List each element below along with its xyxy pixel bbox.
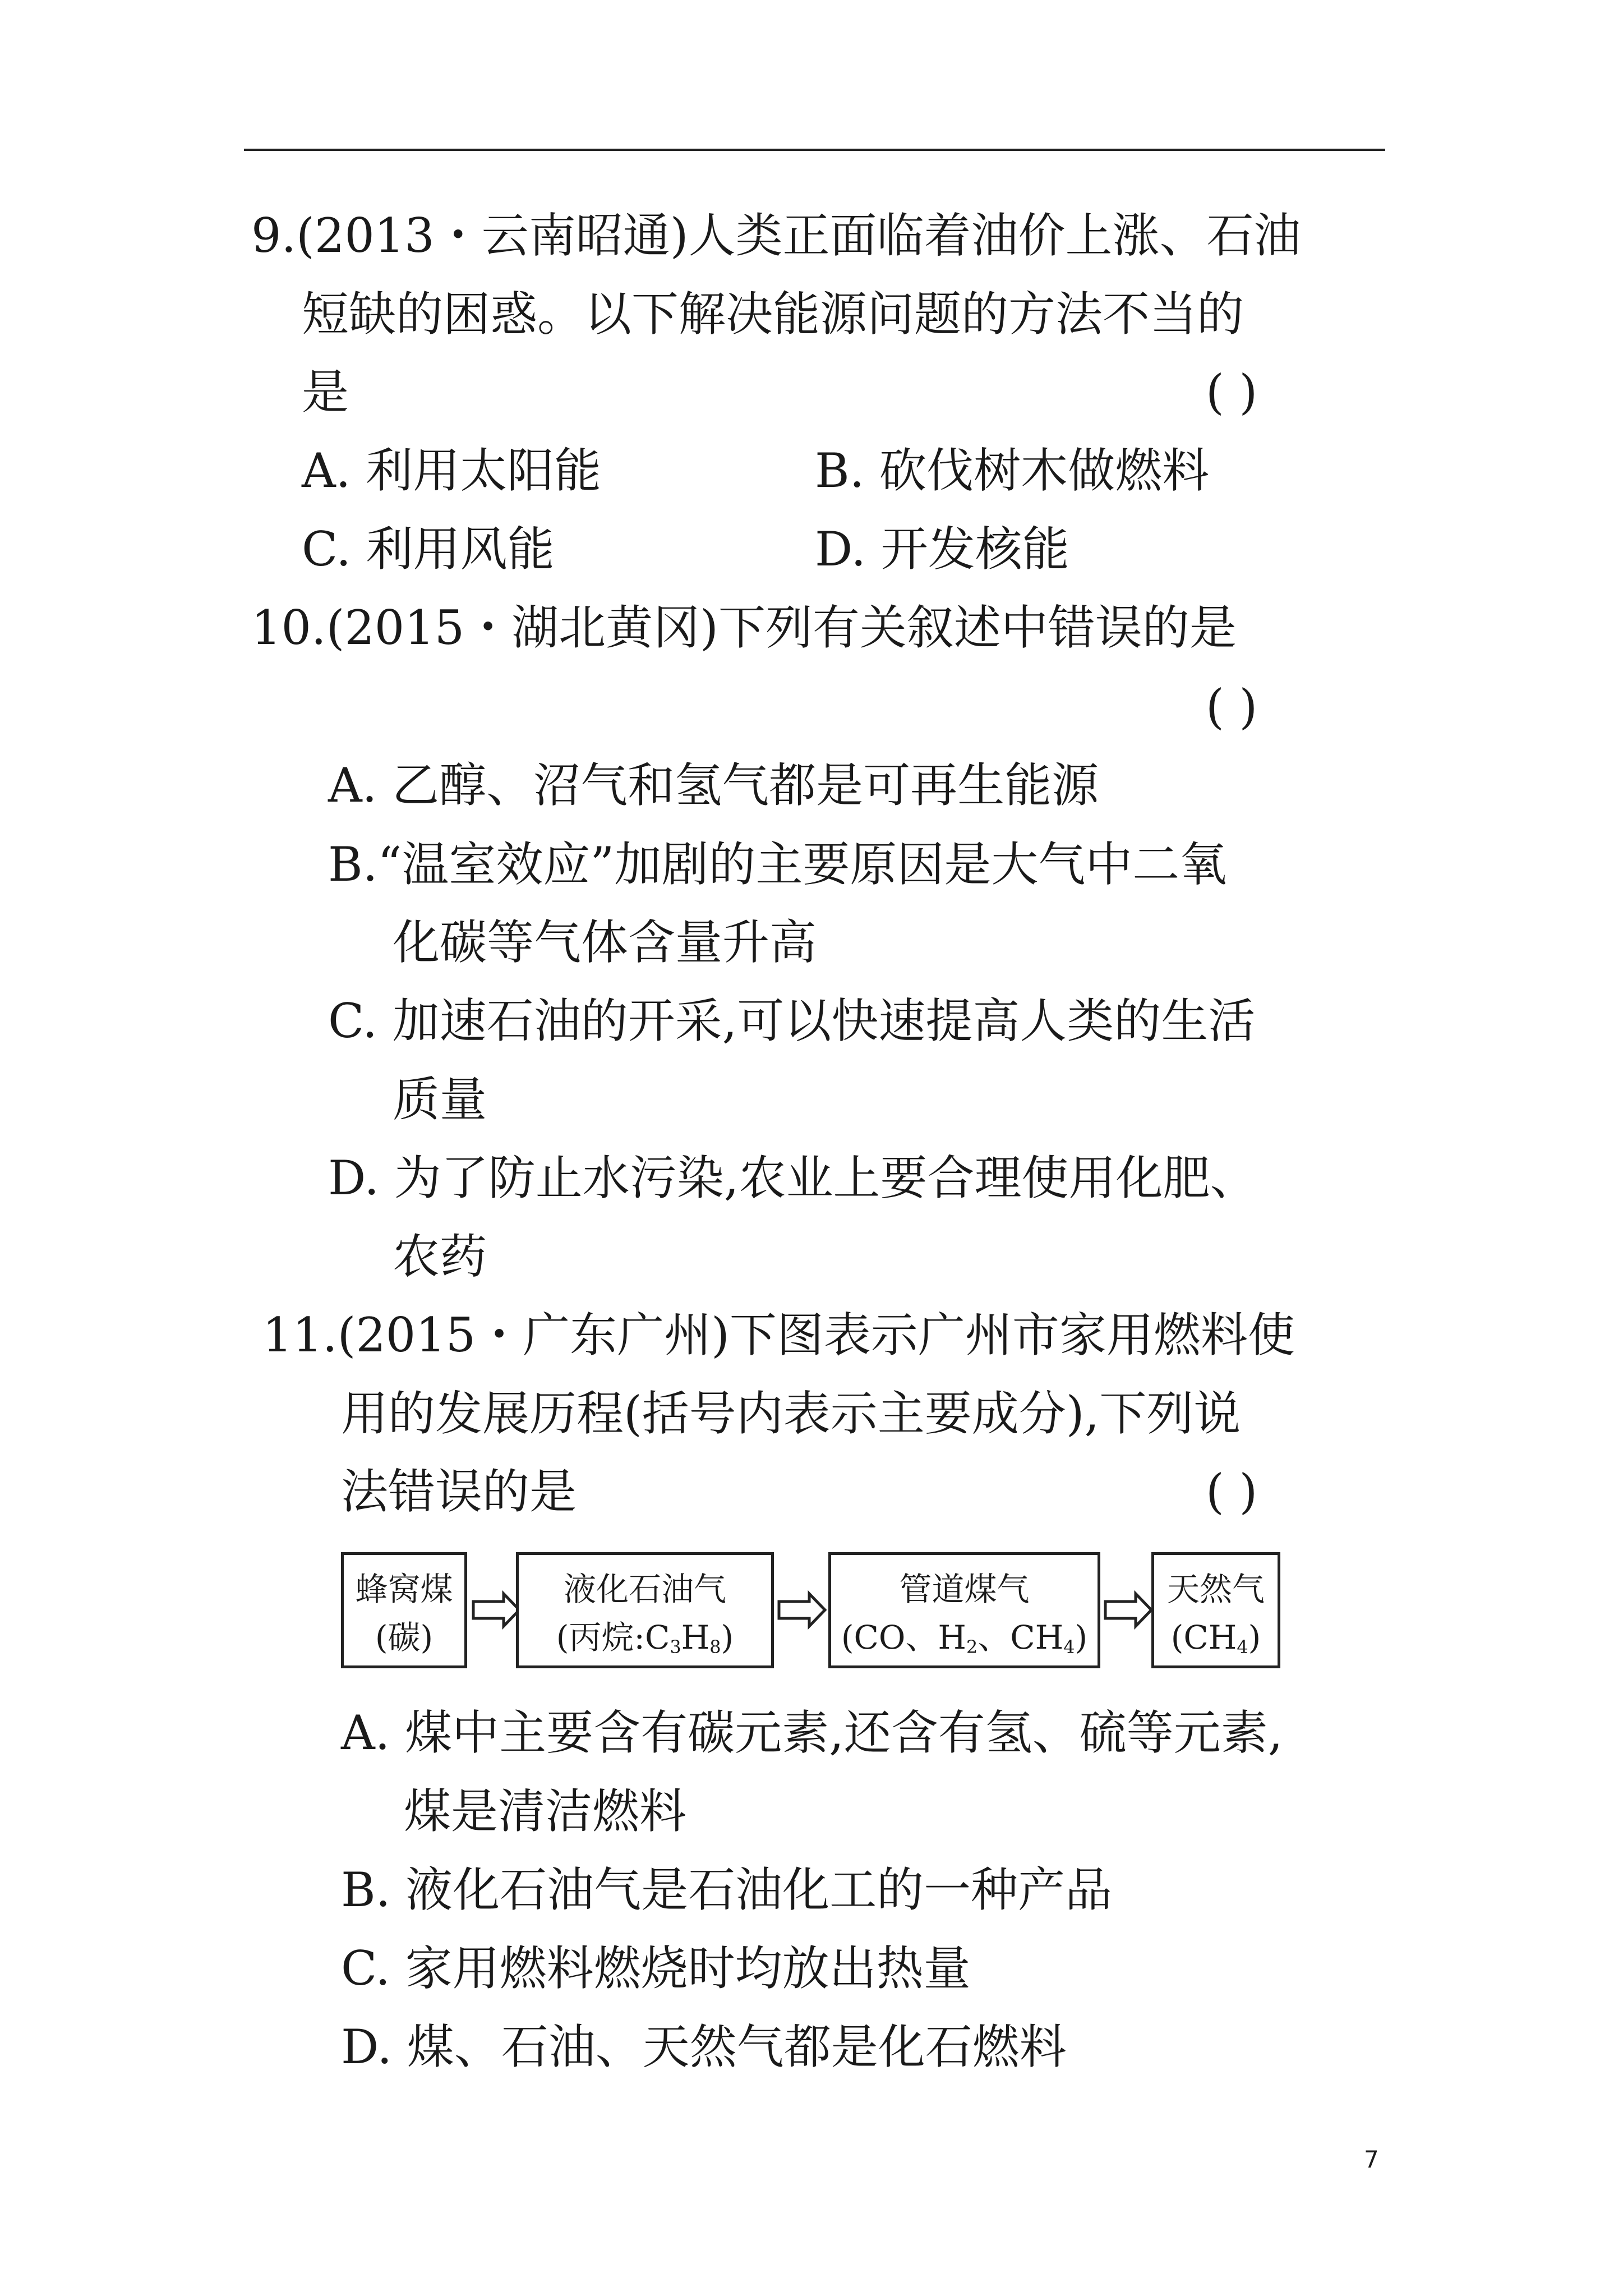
q11-option-c: C. 家用燃料燃烧时均放出热量 [341, 1941, 971, 1996]
arrow-icon [1103, 1590, 1155, 1630]
q10-option-c-line-1: C. 加速石油的开采,可以快速提高人类的生活 [328, 993, 1256, 1048]
fuel-composition: (CO、$H_2$、$CH_4$) [841, 1618, 1088, 1658]
q11-stem-line-2: 用的发展历程(括号内表示主要成分),下列说 [341, 1386, 1241, 1441]
q11-option-d: D. 煤、石油、天然气都是化石燃料 [341, 2019, 1067, 2074]
fuel-name: 液化石油气 [563, 1570, 726, 1608]
q10-option-d-line-1: D. 为了防止水污染,农业上要合理使用化肥、 [328, 1151, 1257, 1205]
page-number: 7 [1364, 2146, 1379, 2173]
q10-option-b-line-1: B.“温室效应”加剧的主要原因是大气中二氧 [328, 837, 1227, 892]
fuel-name: 蜂窝煤 [355, 1570, 453, 1608]
fuel-composition: (丙烷$:C_3H_8$) [556, 1618, 734, 1658]
fuel-box-honeycomb-coal [341, 1552, 467, 1668]
q11-option-a-line-1: A. 煤中主要含有碳元素,还含有氢、硫等元素, [341, 1705, 1283, 1760]
q9-option-c: C. 利用风能 [302, 522, 555, 577]
q10-answer-paren: ( ) [1206, 679, 1258, 734]
arrow-icon [777, 1590, 828, 1630]
fuel-composition: (碳) [375, 1618, 434, 1657]
q11-stem-line-1: 11.(2015・广东广州)下图表示广州市家用燃料使 [262, 1308, 1295, 1363]
q10-option-a: A. 乙醇、沼气和氢气都是可再生能源 [328, 758, 1099, 813]
fuel-box-natural-gas [1151, 1552, 1280, 1668]
q10-option-b-line-2: 化碳等气体含量升高 [393, 915, 817, 970]
q9-option-a: A. 利用太阳能 [302, 443, 602, 498]
q11-stem-line-3: 法错误的是 [341, 1464, 577, 1519]
fuel-box-lpg [516, 1552, 774, 1668]
fuel-name: 天然气 [1166, 1570, 1265, 1608]
q9-stem-line-1: 9.(2013・云南昭通)人类正面临着油价上涨、石油 [251, 208, 1301, 263]
q11-option-a-line-2: 煤是清洁燃料 [404, 1784, 687, 1839]
q9-option-b: B. 砍伐树木做燃料 [815, 443, 1210, 498]
arrow-icon [471, 1590, 523, 1630]
q10-option-c-line-2: 质量 [393, 1072, 487, 1127]
q9-answer-paren: ( ) [1206, 365, 1258, 420]
q9-option-d: D. 开发核能 [815, 522, 1069, 577]
header-rule [244, 149, 1385, 151]
q11-option-b: B. 液化石油气是石油化工的一种产品 [341, 1862, 1113, 1917]
q9-stem-line-2: 短缺的困惑。以下解决能源问题的方法不当的 [302, 287, 1244, 342]
q9-stem-line-3: 是 [302, 365, 349, 420]
q11-answer-paren: ( ) [1206, 1464, 1258, 1519]
q10-option-d-line-2: 农药 [393, 1229, 487, 1284]
q10-stem-line-1: 10.(2015・湖北黄冈)下列有关叙述中错误的是 [251, 600, 1237, 655]
fuel-composition: $(CH_4)$ [1170, 1618, 1261, 1658]
fuel-box-pipeline-gas [828, 1552, 1100, 1668]
fuel-name: 管道煤气 [899, 1570, 1030, 1608]
